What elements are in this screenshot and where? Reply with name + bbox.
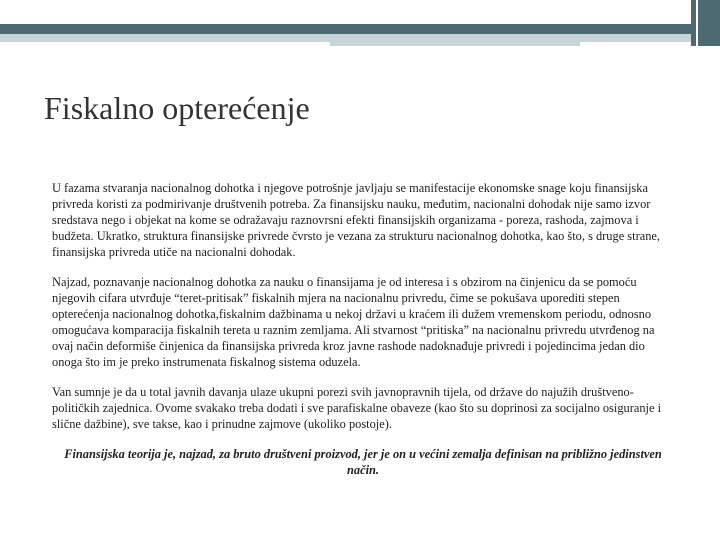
slide-title: Fiskalno opterećenje xyxy=(44,90,310,126)
paragraph-2: Najzad, poznavanje nacionalnog dohotka za nauku o finansijama je od interesa i s obzirom na činjenicu da se pomoću njegovih cifara utvrđuje “teret-pritisak” fiskalnih mjera na nacionalnu privredu, čime se pokušava uporediti stepen opterećenja nacionalnog dohotka,fiskalnim dažbinama u nekoj državi u kraćem ili dužem vremenskom periodu, odnosno omogućava komparacija fiskalnih tereta u raznim zemljama. Ali stvarnost “pritiska” na nacionalnu privredu utvrđenog na ovaj način deformiše činjenica da finansijska privreda kroz javne rashode nadoknađuje privredi i pojedincima jedan dio onoga što im je preko instrumenata fiskalnog sistema oduzela. xyxy=(52,275,655,369)
paragraph-3: Van sumnje je da u total javnih davanja ulaze ukupni porezi svih javnopravnih tijela, od države do najužih društveno- političkih zajednica. Ovome svakako treba dodati i sve parafiskalne obaveze (kao što su doprinosi za socijalno osiguranje i slične dažbine), sve takse, kao i prinudne zajmove (ukoliko postoje). xyxy=(52,385,662,431)
header-band-accent xyxy=(330,42,580,46)
corner-divider xyxy=(696,0,698,46)
slide-body xyxy=(52,180,674,478)
conclusion-text: Finansijska teorija je, najzad, za bruto društveni proizvod, jer je on u većini zemalja definisan na približno jedinstven način. xyxy=(64,447,662,477)
header-band-dark xyxy=(0,24,691,34)
header-band-light xyxy=(0,34,691,42)
paragraph-1: U fazama stvaranja nacionalnog dohotka i njegove potrošnje javljaju se manifestacije ekonomske snage koju finansijska privreda koristi za podmirivanje društvenih potreba. Za finansijsku nauku, međutim, nacionalni dohodak nije samo izvor sredstava nego i objekat na kome se odražavaju raznovrsni efekti finansijskih organizama - poreza, rashoda, zajmova i budžeta. Ukratko, struktura finansijske privrede čvrsto je vezana za strukturu nacionalnog dohotka, kao što, s druge strane, finansijska privreda utiče na nacionalni dohodak. xyxy=(52,181,660,259)
